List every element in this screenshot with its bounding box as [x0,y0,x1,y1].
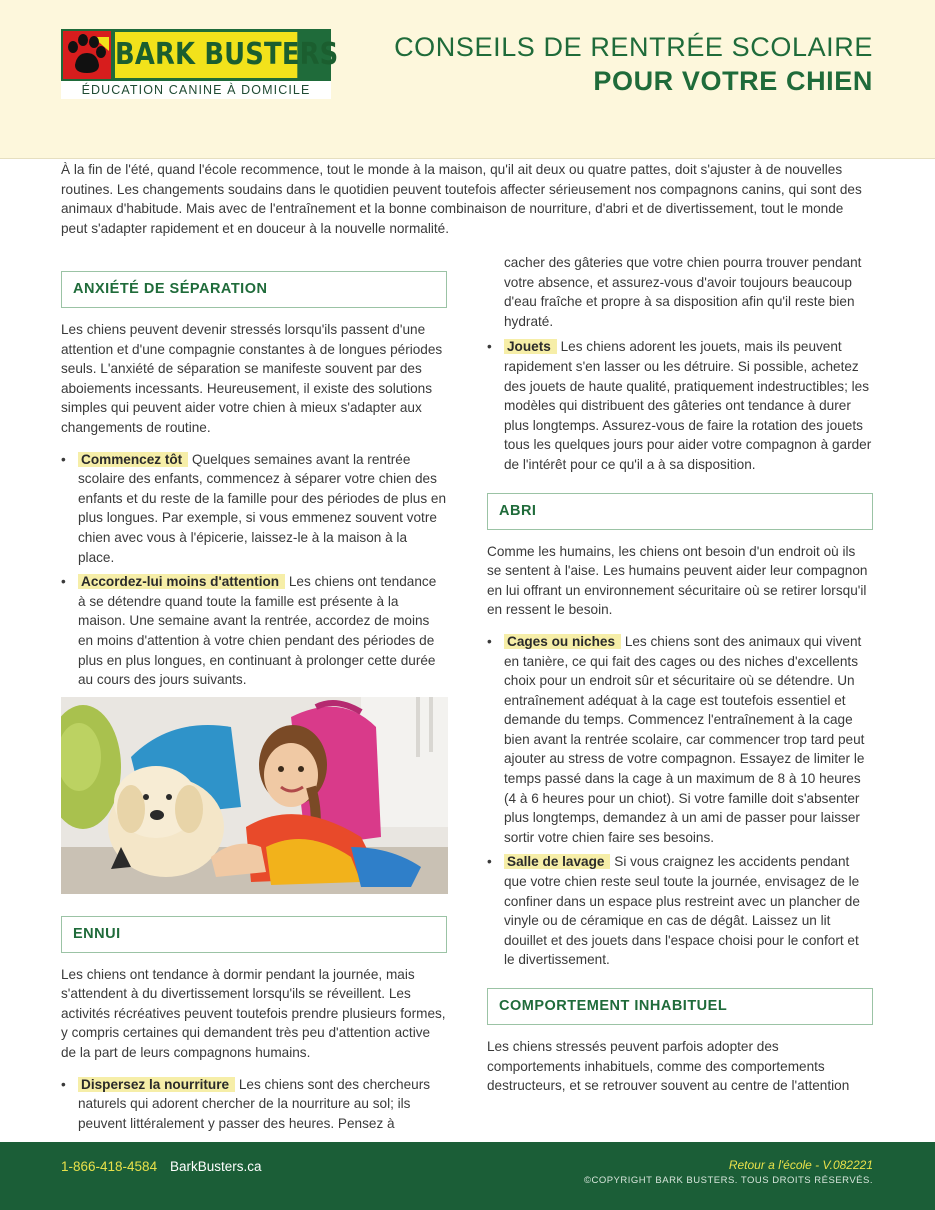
tip-text: Les chiens adorent les jouets, mais ils peuvent rapidement s'en lasser ou les détruire. Si possible, achetez des jouets de haute qualité, pratiquement indestructibles; les modèles qui distribuent des gâteries ont tendance à durer plus longtemps. Assurez-vous de faire la rotation des jouets tous les quelques jours pour aider votre compagnon à garder de l'intérêt pour ce qu'il a à sa disposition. [504,339,872,472]
paw-print-icon [63,31,111,79]
tip-label: Jouets [504,339,557,354]
footer-website-link[interactable]: BarkBusters.ca [170,1159,262,1174]
tip-label: Commencez tôt [78,452,188,467]
tip-label: Dispersez la nourriture [78,1077,235,1092]
list-item [487,337,873,474]
comportement-body: Les chiens stressés peuvent parfois adopter des comportements inhabituels, comme des comportements destructeurs, et se retrouver souvent au centre de l'attention [487,1039,850,1094]
logo-tagline: ÉDUCATION CANINE À DOMICILE [61,81,331,99]
ennui-body: Les chiens ont tendance à dormir pendant la journée, mais s'attendent à du divertissement lorsqu'ils se réveillent. Les activités récréatives peuvent toutefois prendre plusieurs formes, y compris certaines qui demandent très peu d'attention active de la part de leurs compagnons humains. [61,966,446,1061]
tip-text: Les chiens sont des chercheurs naturels qui adorent chercher de la nourriture au sol; ils peuvent littéralement y passer des heures. Pensez à [78,1076,431,1131]
tip-text: Quelques semaines avant la rentrée scolaire des enfants, commencez à séparer votre chien des enfants et du reste de la famille pour des périodes de plus en plus longues. Par exemple, si vous emmenez souvent votre chien avec vous à l'épicerie, laissez-le à la maison à la place. [78,451,447,565]
left-column [61,271,447,1133]
tip-label: Cages ou niches [504,634,621,649]
separation-body: Les chiens peuvent devenir stressés lorsqu'ils passent d'une attention et d'une compagnie constantes à de longues périodes seuls. L'anxiété de séparation se manifeste souvent par des aboiements incessants. Heureusement, il existe des solutions simples qui peuvent aider votre chien à mieux s'adapter aux changements de routine. [61,322,443,435]
ennui-tips-list [61,1075,447,1134]
tip-label: Accordez-lui moins d'attention [78,574,285,589]
separation-tips-list [61,450,447,690]
footer-phone-link[interactable]: 1-866-418-4584 [61,1159,158,1174]
list-item [487,632,873,848]
tip-text: Si vous craignez les accidents pendant que votre chien reste seul toute la journée, envisagez de le confiner dans un espace plus restreint avec un plancher de vinyle ou de céramique en cas de dégât. Laissez un lit douillet et des jouets dans l'espace choisi pour le confort et le divertissement. [504,854,860,968]
page-header [0,0,935,159]
section-heading-abri: ABRI [487,493,873,530]
tip-label: Salle de lavage [504,854,610,869]
page-footer [0,1142,935,1210]
footer-version: Retour a l'école - V.082221 [728,1158,873,1172]
logo-banner [61,29,339,81]
bark-busters-logo [61,29,339,99]
list-item [487,852,873,970]
page-title-line-1: CONSEILS DE RENTRÉE SCOLAIRE [394,32,873,62]
list-item [61,1075,447,1134]
abri-tips-list [487,632,873,970]
abri-body: Comme les humains, les chiens ont besoin d'un endroit où ils se sentent à l'aise. Les humains peuvent aider leur compagnon en lui offrant un environnement sécuritaire où se retirer lorsqu'il en ressent le besoin. [487,543,868,618]
section-heading-ennui: ENNUI [61,916,447,953]
tip-text: Les chiens sont des animaux qui vivent en tanière, ce qui fait des cages ou des niches d'excellents choix pour un endroit sûr et sécuritaire où se détendre. Un entraînement adéquat à la cage est toutefois essentiel et demande du temps. Commencez l'entraînement à la cage bien avant la rentrée scolaire, car commencer trop tard peut ajouter au stress de votre compagnon. Essayez de limiter le temps passé dans la cage à un maximum de 8 à 10 heures (4 à 6 heures pour un chiot). Si votre famille doit s'absenter plus longtemps, demandez à un ami de passer pour laisser sortir votre chien faire ses besoins. [504,633,865,845]
tip-text: Les chiens ont tendance à se détendre quand toute la famille est présente à la maison. Une semaine avant la rentrée, accordez de moins en moins d'attention à votre chien pendant des périodes de plus en plus longues, en continuant à prolonger cette durée au cours des jours suivants. [78,574,437,688]
ennui-continuation-text: cacher des gâteries que votre chien pourra trouver pendant votre absence, et assurez-vous d'avoir toujours beaucoup d'eau fraîche et propre à sa disposition afin qu'il reste bien hydraté. [504,255,862,329]
right-column [487,253,873,1096]
girl-with-dog-photo [61,697,448,894]
section-heading-separation: ANXIÉTÉ DE SÉPARATION [61,271,447,308]
section-heading-comportement: COMPORTEMENT INHABITUEL [487,988,873,1025]
logo-name: BARK BUSTERS [115,32,297,78]
list-item [61,572,447,690]
ennui-tips-list-continued [487,337,873,474]
page-title-line-2: POUR VOTRE CHIEN [593,66,873,96]
list-item [61,450,447,568]
intro-paragraph: À la fin de l'été, quand l'école recommence, tout le monde à la maison, qu'il ait deux ou quatre pattes, doit s'ajuster à de nouvelles routines. Les changements soudains dans le quotidien peuvent toutefois affecter sérieusement nos compagnons canins, qui sont des animaux d'habitude. Mais avec de l'entraînement et la bonne combinaison de nourriture, d'abri et de divertissement, tout le monde peut s'adapter rapidement et en douceur à la nouvelle normalité. [61,162,862,236]
footer-copyright: ©COPYRIGHT BARK BUSTERS. TOUS DROITS RÉSERVÉS. [583,1175,873,1186]
